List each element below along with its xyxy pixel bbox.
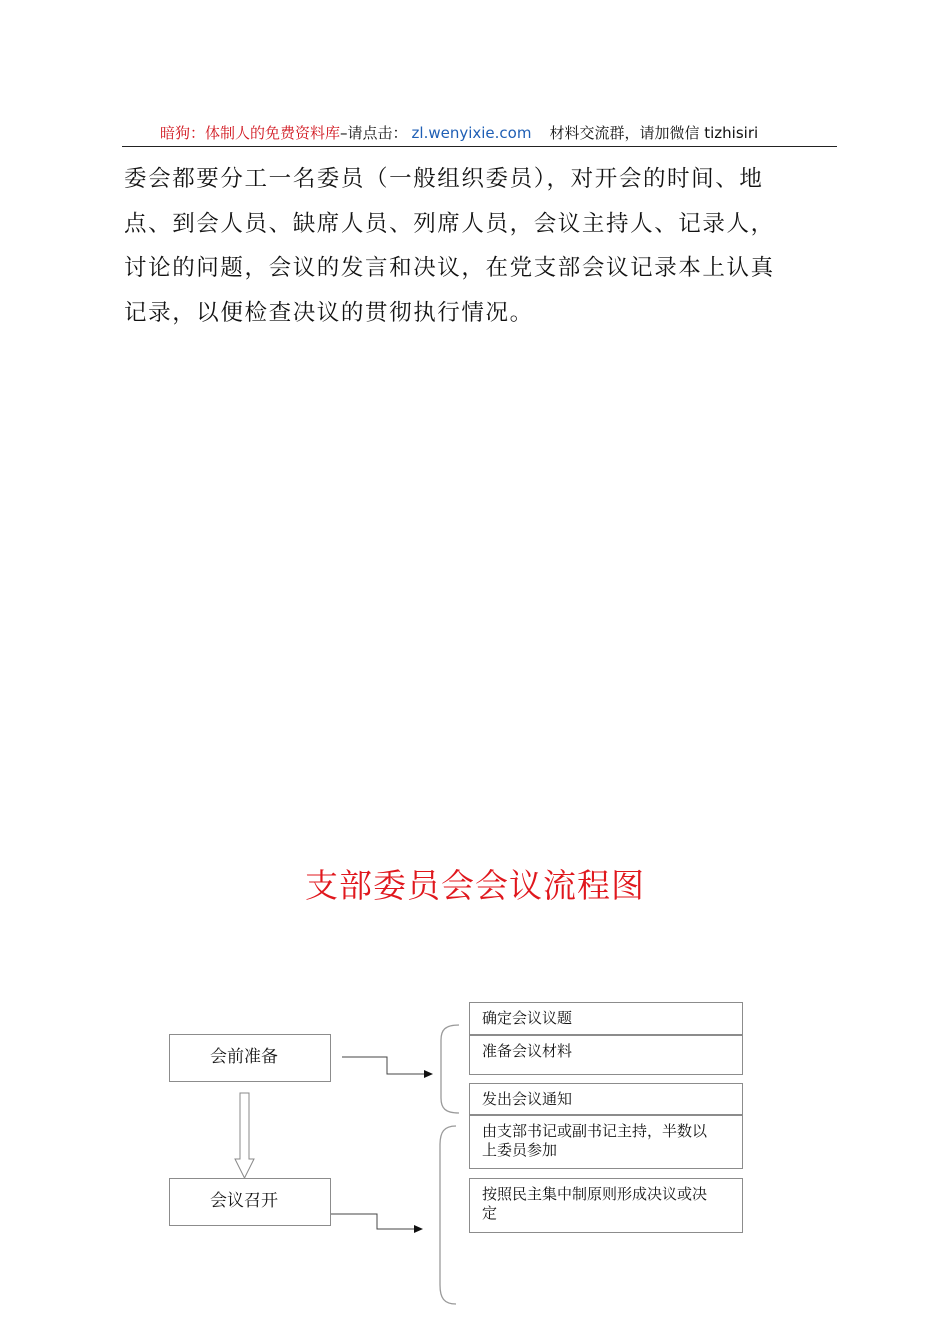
header-link[interactable]: zl.wenyixie.com: [411, 124, 532, 142]
paragraph-line: 记录，以便检查决议的贯彻执行情况。: [124, 299, 534, 326]
paragraph-line: 点、到会人员、缺席人员、列席人员，会议主持人、记录人，: [124, 210, 775, 237]
item-prepare-materials: 准备会议材料: [469, 1035, 743, 1075]
brace-stage2: [440, 1126, 456, 1304]
stage2-box: 会议召开: [169, 1178, 331, 1226]
paragraph-line: 讨论的问题，会议的发言和决议，在党支部会议记录本上认真: [124, 255, 775, 281]
brace-stage1: [441, 1025, 459, 1113]
item-define-topics: 确定会议议题: [469, 1002, 743, 1035]
flowchart-title: 支部委员会会议流程图: [305, 866, 645, 905]
item-chair-meeting: 由支部书记或副书记主持，半数以上委员参加: [469, 1115, 743, 1169]
header-click-prompt: –请点击：: [340, 124, 408, 142]
stage2-arrowhead: [414, 1225, 423, 1233]
stage1-arrowhead: [424, 1070, 433, 1078]
item-form-resolution: 按照民主集中制原则形成决议或决定: [469, 1178, 743, 1233]
stage1-connector: [342, 1057, 424, 1074]
header-site-name: 暗狗：体制人的免费资料库: [160, 124, 341, 142]
stage1-box: 会前准备: [169, 1034, 331, 1082]
item-send-notice: 发出会议通知: [469, 1083, 743, 1115]
down-arrow: [235, 1093, 254, 1178]
paragraph-line: 委会都要分工一名委员（一般组织委员），对开会的时间、地: [124, 166, 764, 192]
header-wechat-note: 材料交流群，请加微信 tizhisiri: [549, 124, 759, 142]
stage2-connector: [331, 1214, 414, 1229]
